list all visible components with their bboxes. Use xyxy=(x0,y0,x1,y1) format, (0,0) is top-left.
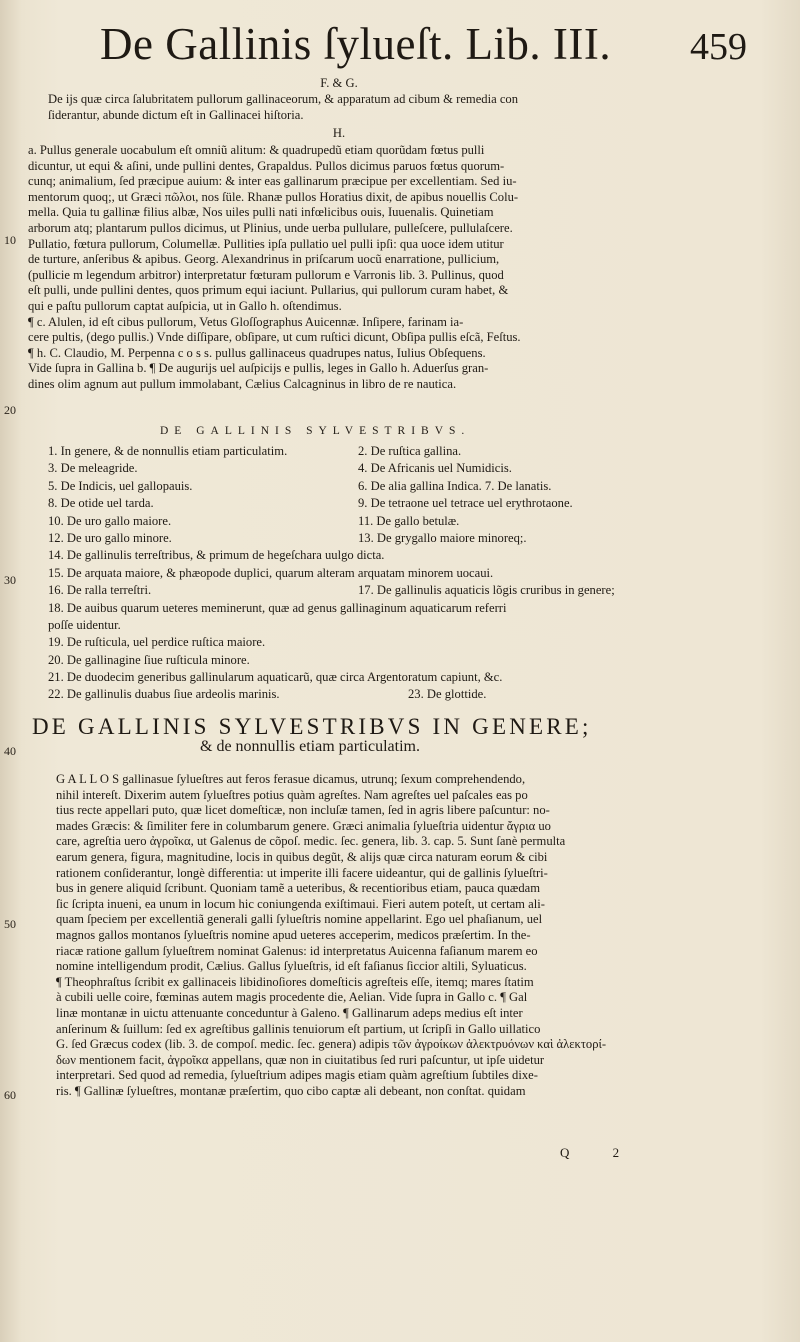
contents-row xyxy=(48,635,678,652)
text-line: care, agreſtia uero ἀγροῖκα, ut Galenus de cõpoſ. medic. ſec. genera, lib. 3. cap. 5. Sunt ſanè permulta xyxy=(56,834,566,849)
catchword: Q 2 xyxy=(560,1145,640,1160)
text-line: ¶ h. C. Claudio, M. Perpenna c o s s. pullus gallinaceus quadrupes natus, Iulius Obſequens. xyxy=(28,345,486,360)
text-line: Pullatio, fœtura pullorum, Columellæ. Pullities ipſa pullatio uel pulli ipſi: qua uoce idem utitur xyxy=(28,236,504,251)
text-line: (pullicie m legendum arbitror) interpretatur fœturam pullorum e Varronis lib. 3. Pullinus, quod xyxy=(28,267,504,282)
margin-number: 50 xyxy=(4,917,16,931)
contents-row xyxy=(48,653,678,670)
running-head: De Gallinis ſylueſt. Lib. III. xyxy=(100,19,612,69)
text-line: rationem conſiderantur, longè differentia: ut imperite illi facere uideantur, qui de gallinis ſylueſtri- xyxy=(56,865,548,880)
text-line: arborum atq; plantarum pullos dicimus, ut Plinius, unde uerba pullulare, pulleſcere, pullulaſcere. xyxy=(28,220,513,235)
margin-number: 40 xyxy=(4,744,16,758)
contents-entry: 15. De arquata maiore, & phæopode duplici, quarum alteram arquatam minorem uocaui. xyxy=(48,565,494,580)
contents-entry: 18. De auibus quarum ueteres meminerunt, quæ ad genus gallinaginum aquaticarum referri xyxy=(48,600,507,615)
signature-line: F. & G. xyxy=(320,76,358,90)
contents-entry: 20. De gallinagine ſiue ruſticula minore. xyxy=(48,652,250,667)
margin-number: 60 xyxy=(4,1088,16,1102)
contents-entry: 22. De gallinulis duabus ſiue ardeolis marinis. xyxy=(48,687,280,702)
contents-entry: 13. De grygallo maiore minoreq;. xyxy=(358,530,527,545)
text-line: interpretari. Sed quod ad remedia, ſylueſtrium adipes magis etiam quàm agreſtium ſubtiles dixe- xyxy=(56,1068,538,1083)
text-line: à cubili uelle coire, fœminas autem magis procedente die, Aelian. Vide ſupra in Gallo c. ¶ Gal xyxy=(56,990,528,1005)
contents-list xyxy=(48,444,678,705)
contents-entry: 5. De Indicis, uel gallopauis. xyxy=(48,478,193,493)
text-line: a. Pullus generale uocabulum eſt omniũ alitum: & quadrupedũ etiam quorũdam fœtus pulli xyxy=(28,143,485,157)
contents-entry: 4. De Africanis uel Numidicis. xyxy=(358,461,512,476)
contents-row xyxy=(48,566,678,583)
contents-entry: 1. In genere, & de nonnullis etiam particulatim. xyxy=(48,444,288,458)
margin-number: 30 xyxy=(4,573,16,587)
text-line: earum genera, figura, magnitudine, locis in quibus degũt, & alijs quæ circa naturam eorum & cibi xyxy=(56,849,548,864)
chapter-subtitle: & de nonnullis etiam particulatim. xyxy=(200,738,420,755)
text-line: bus in genere aliquid ſcribunt. Quoniam tamẽ a ueteribus, & recentioribus etiam, pauca quædam xyxy=(56,881,541,896)
contents-entry: 21. De duodecim generibus gallinularum aquaticarũ, quæ circa Argentoratum capiunt, &c. xyxy=(48,670,503,685)
contents-row xyxy=(48,687,678,704)
text-line: G A L L O S gallinasue ſylueſtres aut feros ferasue dicamus, utrunq; ſexum comprehendendo, xyxy=(56,772,526,786)
contents-entry: 3. De meleagride. xyxy=(48,461,138,476)
folio-number: 459 xyxy=(690,26,747,68)
contents-entry: 16. De ralla terreſtri. xyxy=(48,583,152,598)
contents-entry: poſſe uidentur. xyxy=(48,617,121,632)
text-line: riacæ ratione gallum ſylueſtrem nominat Galenus: id interpretatus Auicenna faſianum marem eo xyxy=(56,943,538,958)
text-line: linæ montanæ in uictu attenuante conceduntur à Galeno. ¶ Gallinarum adeps medius eſt inter xyxy=(56,1005,523,1020)
text-block-b xyxy=(28,143,658,393)
contents-entry: 14. De gallinulis terreſtribus, & primum de hegeſchara uulgo dicta. xyxy=(48,548,385,563)
contents-row xyxy=(48,514,678,531)
text-line: G. ſed Græcus codex (lib. 3. de compoſ. medic. ſec. genera) adipis τῶν ἀγροίκων ἀλεκτρυόνων καὶ ἀλεκτορί- xyxy=(56,1037,607,1052)
contents-entry: 9. De tetraone uel tetrace uel erythrotaone. xyxy=(358,496,573,511)
text-line: de turture, anſeribus & apibus. Georg. Alexandrinus in priſcarum uocũ enarratione, pullicium, xyxy=(28,252,500,267)
contents-row xyxy=(48,583,678,600)
contents-row xyxy=(48,618,678,635)
contents-row xyxy=(48,548,678,565)
text-line: eſt pulli, unde pullini dentes, quos primum equi iaciunt. Pullarius, qui pullorum curam habet, & xyxy=(28,283,509,298)
text-line: cere pultis, (dego pullis.) Vnde diſſipare, obſipare, ut cum ruſtici dicunt, Obſipa pullis eſcã, Feſtus. xyxy=(28,330,521,345)
contents-entry: 10. De uro gallo maiore. xyxy=(48,513,172,528)
text-line: ¶ c. Alulen, id eſt cibus pullorum, Vetus Gloſſographus Auicennæ. Inſipere, farinam ia- xyxy=(28,314,464,329)
text-line: mella. Quia tu gallinæ filius albæ, Nos uiles pulli nati infœlicibus ouis, Iuuenalis. Quinetiam xyxy=(28,205,494,220)
text-line: ſic ſcripta inueni, ea unum in locum hic coniungenda exiſtimaui. Fieri autem poteſt, ut certam ali- xyxy=(56,896,545,911)
contents-row xyxy=(48,496,678,513)
contents-entry: 19. De ruſticula, uel perdice ruſtica maiore. xyxy=(48,635,266,650)
letter-h: H. xyxy=(332,126,346,140)
contents-row xyxy=(48,601,678,618)
text-line: nomine intelligendum prodit, Cælius. Gallus ſylueſtris, id eſt faſianus ſiccior altili, Syluaticus. xyxy=(56,959,527,974)
text-line: quam ſpeciem per excellentiã generali galli ſylueſtris nomine appellarint. Ego uel phaſianum, uel xyxy=(56,912,543,927)
text-block-c xyxy=(56,772,666,1099)
contents-row xyxy=(48,444,678,461)
text-line: mades Græcis: & ſimiliter fere in columbarum genere. Græci animalia ſylueſtria uidentur ἄγρια uo xyxy=(56,818,551,833)
contents-entry: 6. De alia gallina Indica. 7. De lanatis. xyxy=(358,478,552,493)
contents-entry: 8. De otide uel tarda. xyxy=(48,496,154,511)
chapter-title: DE GALLINIS SYLVESTRIBVS IN GENERE; xyxy=(32,714,592,739)
contents-row xyxy=(48,479,678,496)
text-line: anſerinum & ſuillum: ſed ex agreſtibus gallinis tenuiorum eſt partium, ut ſcripſi in Gallo uillatico xyxy=(56,1021,541,1036)
contents-row xyxy=(48,531,678,548)
text-line: nihil intereſt. Dixerim autem ſylueſtres potius quàm agreſtes. Nam agreſtes uel paſcales eas po xyxy=(56,787,528,802)
text-line: δων mentionem facit, ἀγροῖκα appellans, quæ non in ciuitatibus ſed ruri paſcuntur, ut ipſe uidetur xyxy=(56,1052,545,1067)
contents-entry: 11. De gallo betulæ. xyxy=(358,513,460,528)
text-line: De ijs quæ circa ſalubritatem pullorum gallinaceorum, & apparatum ad cibum & remedia con xyxy=(48,92,519,106)
contents-entry: 23. De glottide. xyxy=(408,687,487,702)
text-line: Vide ſupra in Gallina b. ¶ De augurijs uel auſpicijs e pullis, leges in Gallo h. Aduerſus gran- xyxy=(28,361,489,376)
contents-entry: 12. De uro gallo minore. xyxy=(48,530,172,545)
text-line: magnos gallos montanos ſylueſtris nomine apud ueteres acceperim, medicos præſertim. In the- xyxy=(56,927,531,942)
text-line: mentorum quoq;, ut Græci πῶλοι, nos ſüle. Rhanæ pullos Horatius dixit, de apibus nouellis Colu- xyxy=(28,189,519,204)
margin-number: 10 xyxy=(4,233,16,247)
text-line: cunq; animalium, ſed præcipue auium: & inter eas gallinarum præcipue per excellentiam. Sed iu- xyxy=(28,174,517,189)
text-line: tius recte appellari puto, quæ licet domeſticæ, non incluſæ tamen, ſed in agris libere paſcuntur: no- xyxy=(56,803,550,818)
text-line: dines olim agnum aut pullum immolabant, Cælius Calcagninus in libro de re nautica. xyxy=(28,376,457,391)
section-heading: DE GALLINIS SYLVESTRIBVS. xyxy=(160,425,471,437)
margin-number: 20 xyxy=(4,403,16,417)
text-block-a xyxy=(48,92,678,123)
contents-entry: 17. De gallinulis aquaticis lõgis cruribus in genere; xyxy=(358,583,615,598)
contents-row xyxy=(48,461,678,478)
text-line: ſiderantur, abunde dictum eſt in Gallinacei hiſtoria. xyxy=(48,107,304,122)
text-line: dicuntur, ut equi & aſini, unde pullini dentes, Grapaldus. Pullos dicimus paruos fœtus quorum- xyxy=(28,158,505,173)
contents-row xyxy=(48,670,678,687)
text-line: qui e paſtu pullorum captat auſpicia, ut in Gallo h. oſtendimus. xyxy=(28,298,342,313)
text-line: ¶ Theophraſtus ſcribit ex gallinaceis libidinoſiores domeſticis agreſteis eſſe, itemq; mares ſtatim xyxy=(56,974,534,989)
text-line: ris. ¶ Gallinæ ſylueſtres, montanæ præſertim, quo cibo captæ ali debeant, non conſtat. quidam xyxy=(56,1083,526,1098)
contents-entry: 2. De ruſtica gallina. xyxy=(358,444,462,458)
